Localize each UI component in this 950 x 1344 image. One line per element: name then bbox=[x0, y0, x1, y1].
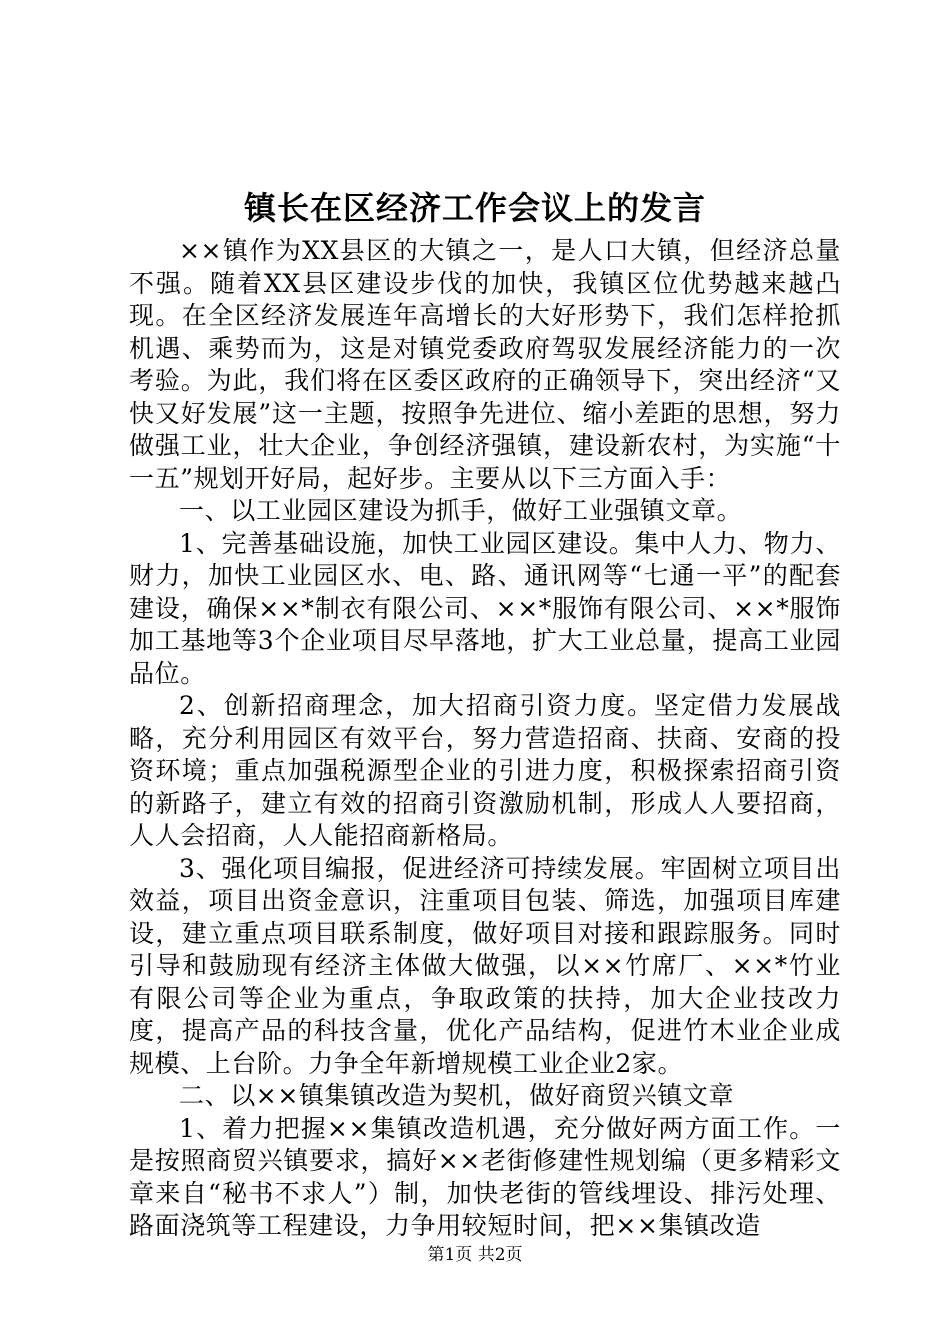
paragraph-item-1-2: 2、创新招商理念，加大招商引资力度。坚定借力发展战略，充分利用园区有效平台，努力营造招商、扶商、安商的投资环境；重点加强税源型企业的引进力度，积极探索招商引资的新路子，建立有效的招商引资激励机制，形成人人要招商，人人会招商，人人能招商新格局。 bbox=[129, 691, 841, 850]
paragraph-intro: ××镇作为XX县区的大镇之一，是人口大镇，但经济总量不强。随着XX县区建设步伐的加快，我镇区位优势越来越凸现。在全区经济发展连年高增长的大好形势下，我们怎样抢抓机遇、乘势而为，这是对镇党委政府驾驭发展经济能力的一次考验。为此，我们将在区委区政府的正确领导下，突出经济“又快又好发展”这一主题，按照争先进位、缩小差距的思想，努力做强工业，壮大企业，争创经济强镇，建设新农村，为实施“十一五”规划开好局，起好步。主要从以下三方面入手： bbox=[129, 236, 841, 493]
paragraph-item-1-1: 1、完善基础设施，加快工业园区建设。集中人力、物力、财力，加快工业园区水、电、路、通讯网等“七通一平”的配套建设，确保××*制衣有限公司、××*服饰有限公司、××*服饰加工基地等3个企业项目尽早落地，扩大工业总量，提高工业园品位。 bbox=[129, 528, 841, 688]
paragraph-item-1-3: 3、强化项目编报，促进经济可持续发展。牢固树立项目出效益，项目出资金意识，注重项目包装、筛选，加强项目库建设，建立重点项目联系制度，做好项目对接和跟踪服务。同时引导和鼓励现有经济主体做大做强，以××竹席厂、××*竹业有限公司等企业为重点，争取政策的扶持，加大企业技改力度，提高产品的科技含量，优化产品结构，促进竹木业企业成规模、上台阶。力争全年新增规模工业企业2家。 bbox=[129, 853, 841, 1078]
paragraph-item-2-1: 1、着力把握××集镇改造机遇，充分做好两方面工作。一是按照商贸兴镇要求，搞好××老街修建性规划编（更多精彩文章来自“秘书不求人”）制，加快老街的管线埋设、排污处理、路面浇筑等工程建设，力争用较短时间，把××集镇改造 bbox=[129, 1113, 841, 1240]
paragraph-heading-2: 二、以××镇集镇改造为契机，做好商贸兴镇文章 bbox=[179, 1081, 735, 1110]
document-title: 镇长在区经济工作会议上的发言 bbox=[243, 189, 706, 227]
document-body bbox=[129, 235, 841, 1243]
page-number-footer: 第1页 共2页 bbox=[427, 1245, 523, 1265]
paragraph-heading-1: 一、以工业园区建设为抓手，做好工业强镇文章。 bbox=[179, 496, 743, 525]
